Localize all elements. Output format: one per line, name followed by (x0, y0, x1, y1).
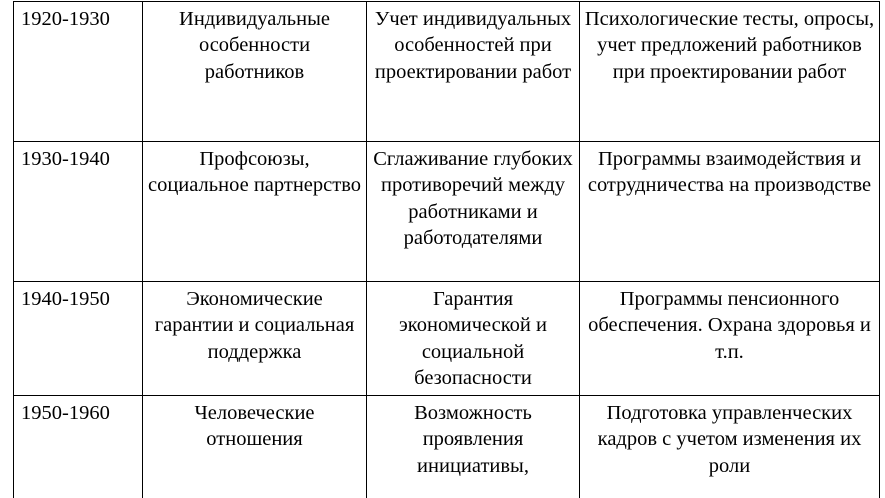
methods-cell: Подготовка управленческих кадров с учетом изменения их роли (580, 396, 880, 498)
methods-cell: Психологические тесты, опросы, учет предложений работников при проектировании работ (580, 2, 880, 142)
factor-cell: Профсоюзы, социальное партнерство (143, 142, 367, 282)
table-row (14, 282, 880, 396)
goal-cell: Сглаживание глубоких противоречий между работниками и работодателями (367, 142, 580, 282)
goal-cell: Гарантия экономической и социальной безопасности (367, 282, 580, 396)
factor-cell: Индивидуальные особенности работников (143, 2, 367, 142)
methods-cell: Программы взаимодействия и сотрудничества на производстве (580, 142, 880, 282)
period-cell: 1930-1940 (14, 142, 143, 282)
history-table (13, 1, 880, 498)
goal-cell: Учет индивидуальных особенностей при проектировании работ (367, 2, 580, 142)
period-cell: 1940-1950 (14, 282, 143, 396)
table-row (14, 2, 880, 142)
factor-cell: Экономические гарантии и социальная поддержка (143, 282, 367, 396)
period-cell: 1950-1960 (14, 396, 143, 498)
period-cell: 1920-1930 (14, 2, 143, 142)
factor-cell: Человеческие отношения (143, 396, 367, 498)
goal-cell: Возможность проявления инициативы, (367, 396, 580, 498)
table-row (14, 142, 880, 282)
table-row (14, 396, 880, 498)
methods-cell: Программы пенсионного обеспечения. Охрана здоровья и т.п. (580, 282, 880, 396)
